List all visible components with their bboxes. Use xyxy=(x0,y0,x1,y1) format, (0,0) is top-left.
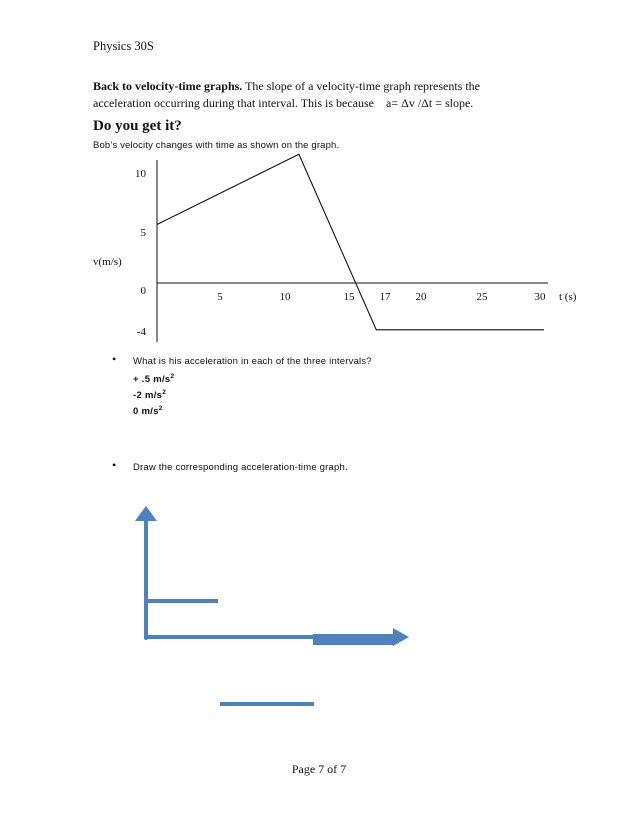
section-heading: Do you get it? xyxy=(93,118,182,134)
page-footer: Page 7 of 7 xyxy=(291,762,347,776)
velocity-time-chart xyxy=(0,150,638,350)
bullet-marker: • xyxy=(112,352,117,366)
sketch-axis-thick-segment xyxy=(313,634,393,645)
answer-exponent: 2 xyxy=(158,405,163,412)
intro-line-2: acceleration occurring during that interval. This is because xyxy=(93,96,375,110)
answer-value: -2 m/s xyxy=(133,390,163,401)
answer-interval-2 xyxy=(133,389,166,401)
question-acceleration: What is his acceleration in each of the three intervals? xyxy=(133,356,372,367)
answer-value: 0 m/s xyxy=(133,406,159,417)
acceleration-time-sketch xyxy=(0,490,638,720)
page-header: Physics 30S xyxy=(93,39,154,53)
bullet-marker: • xyxy=(112,458,117,472)
y-tick-label: 10 xyxy=(135,168,146,180)
x-axis-label: t (s) xyxy=(559,291,577,303)
velocity-line xyxy=(157,154,544,329)
x-tick-label: 30 xyxy=(534,291,546,303)
answer-exponent: 2 xyxy=(170,373,175,380)
question-draw-graph: Draw the corresponding acceleration-time graph. xyxy=(133,462,348,473)
answer-interval-3 xyxy=(133,405,163,417)
sketch-right-arrowhead xyxy=(393,628,409,646)
x-tick-label: 15 xyxy=(343,291,355,303)
answer-value: + .5 m/s xyxy=(133,374,171,385)
x-tick-label: 25 xyxy=(476,291,488,303)
x-tick-label: 5 xyxy=(217,291,223,303)
section-subtext: Bob’s velocity changes with time as shown on the graph. xyxy=(93,140,340,151)
y-tick-label: -4 xyxy=(136,326,146,338)
x-tick-label: 10 xyxy=(279,291,291,303)
answer-exponent: 2 xyxy=(162,389,167,396)
y-axis-label: v(m/s) xyxy=(93,256,122,268)
x-tick-label: 20 xyxy=(415,291,427,303)
answer-interval-1 xyxy=(133,373,174,385)
sketch-up-arrowhead xyxy=(135,506,157,521)
intro-line-1: The slope of a velocity-time graph represents the xyxy=(242,79,481,93)
slope-formula: a= Δv /Δt = slope. xyxy=(386,96,474,110)
x-tick-label: 17 xyxy=(379,291,391,303)
y-tick-label: 0 xyxy=(140,285,146,297)
intro-bold-lead: Back to velocity-time graphs. xyxy=(93,79,243,93)
y-tick-label: 5 xyxy=(140,227,146,239)
intro-paragraph xyxy=(93,78,563,112)
